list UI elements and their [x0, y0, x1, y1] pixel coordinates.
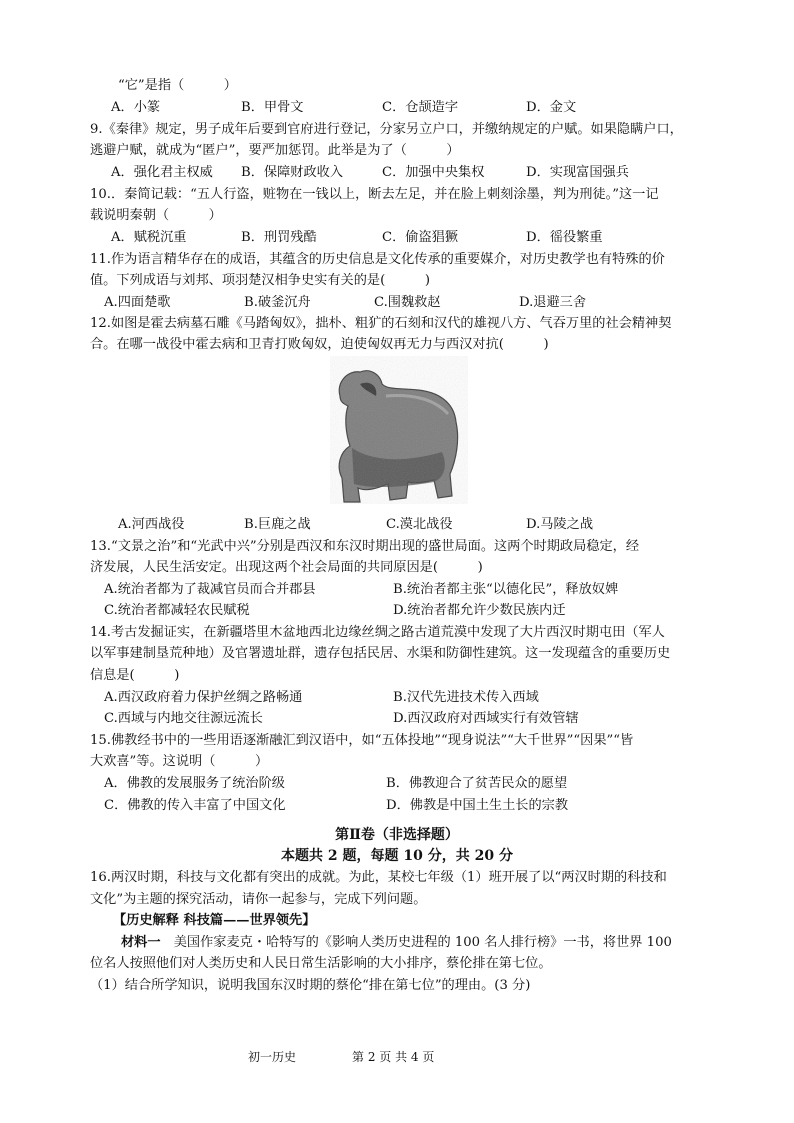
- q16-sub-question-1: （1）结合所学知识，说明我国东汉时期的蔡伦“排在第七位”的理由。(3 分): [90, 978, 531, 993]
- q15-option-b[interactable]: B．佛教迎合了贫苦民众的愿望: [386, 776, 568, 791]
- q8-stem-continuation: “它”是指（ ）: [118, 78, 237, 93]
- q11-option-a[interactable]: A.四面楚歌: [104, 295, 171, 310]
- q15-option-a[interactable]: A．佛教的发展服务了统治阶级: [104, 776, 285, 791]
- q11-stem-line-2: 值。下列成语与刘邦、项羽楚汉相争史实有关的是( ): [90, 273, 430, 288]
- q16-stem-line-1: 16.两汉时期，科技与文化都有突出的成就。为此，某校七年级（1）班开展了以“两汉时期的科技和: [90, 870, 667, 885]
- q12-options: [0, 515, 794, 534]
- q14-stem-line-2: 以军事建制垦荒种地）及官署遗址群，遗存包括民居、水渠和防御性建筑。这一发现蕴含的重要历史: [90, 646, 671, 661]
- horse-trampling-xiongnu-sculpture-image: [330, 356, 468, 504]
- q10-option-b[interactable]: B．刑罚残酷: [241, 230, 317, 245]
- q15-options-row-1: [0, 774, 794, 793]
- q11-options: [0, 293, 794, 312]
- material-label: 材料一: [121, 935, 161, 950]
- q11-option-c[interactable]: C.围魏救赵: [374, 295, 441, 310]
- q13-stem-line-2: 济发展，人民生活安定。出现这两个社会局面的共同原因是( ): [90, 560, 483, 575]
- q14-stem-line-3: 信息是( ): [90, 668, 180, 683]
- q9-options: [0, 163, 794, 182]
- q15-option-c[interactable]: C．佛教的传入丰富了中国文化: [104, 798, 286, 813]
- q14-stem-line-1: 14.考古发掘证实，在新疆塔里木盆地西北边缘丝绸之路古道荒漠中发现了大片西汉时期屯田（军人: [90, 625, 665, 640]
- part-2-title: 第Ⅱ卷（非选择题）: [335, 827, 459, 843]
- q10-options: [0, 228, 794, 247]
- q14-option-b[interactable]: B.汉代先进技术传入西域: [393, 690, 539, 705]
- q12-stem-line-2: 合。在哪一战役中霍去病和卫青打败匈奴，迫使匈奴再无力与西汉对抗( ): [90, 337, 549, 352]
- q10-stem-line-1: 10.．秦简记载：“五人行盗，赃物在一钱以上，断去左足，并在脸上刺刻涂墨，判为刑徒。”这一记: [90, 187, 659, 202]
- q9-stem-line-2: 逃避户赋，就成为“匿户”，要严加惩罚。此举是为了（ ）: [90, 143, 460, 158]
- q12-option-b[interactable]: B.巨鹿之战: [244, 517, 311, 532]
- q15-stem-line-2: 大欢喜”等。这说明（ ）: [90, 754, 269, 769]
- q9-option-a[interactable]: A．强化君主权威: [111, 165, 213, 180]
- q14-option-a[interactable]: A.西汉政府着力保护丝绸之路畅通: [104, 690, 303, 705]
- q10-option-a[interactable]: A．赋税沉重: [111, 230, 187, 245]
- q8-option-a[interactable]: A．小篆: [111, 100, 161, 115]
- q10-option-c[interactable]: C．偷盗猖獗: [382, 230, 459, 245]
- q13-options-row-2: [0, 601, 794, 620]
- footer-subject: 初一历史: [248, 1050, 297, 1064]
- q14-options-row-1: [0, 688, 794, 707]
- q9-option-c[interactable]: C．加强中央集权: [382, 165, 485, 180]
- q12-stem-line-1: 12.如图是霍去病墓石雕《马踏匈奴》，拙朴、粗犷的石刻和汉代的雄视八方、气吞万里的社会精神契: [90, 316, 672, 331]
- q8-option-d[interactable]: D．金文: [526, 100, 577, 115]
- q11-stem-line-1: 11.作为语言精华存在的成语，其蕴含的历史信息是文化传承的重要媒介，对历史教学也有特殊的价: [90, 252, 665, 267]
- q10-stem-line-2: 载说明秦朝（ ）: [90, 208, 222, 223]
- q13-option-d[interactable]: D.统治者都允许少数民族内迁: [393, 603, 566, 618]
- q13-option-c[interactable]: C.统治者都减轻农民赋税: [104, 603, 250, 618]
- q13-options-row-1: [0, 580, 794, 599]
- q10-option-d[interactable]: D．徭役繁重: [526, 230, 603, 245]
- q13-option-a[interactable]: A.统治者都为了裁减官员而合并郡县: [104, 582, 316, 597]
- q16-stem-line-2: 文化”为主题的探究活动，请你一起参与，完成下列问题。: [90, 892, 427, 907]
- q16-section-heading: 【历史解释 科技篇——世界领先】: [113, 913, 316, 928]
- q11-option-d[interactable]: D.退避三舍: [519, 295, 587, 310]
- q8-option-c[interactable]: C．仓颉造字: [382, 100, 459, 115]
- q9-stem-line-1: 9.《秦律》规定，男子成年后要到官府进行登记，分家另立户口，并缴纳规定的户赋。如果隐瞒户口，: [90, 122, 683, 137]
- q8-options: [0, 98, 794, 117]
- material-text: 美国作家麦克・哈特写的《影响人类历史进程的 100 名人排行榜》一书，将世界 100: [173, 935, 672, 950]
- q13-option-b[interactable]: B.统治者都主张“以德化民”，释放奴婢: [393, 582, 619, 597]
- q16-material-1-line-1: [121, 933, 672, 952]
- q8-option-b[interactable]: B．甲骨文: [241, 100, 304, 115]
- q15-options-row-2: [0, 796, 794, 815]
- part-2-subtitle: 本题共 2 题，每题 10 分，共 20 分: [281, 848, 513, 864]
- footer-page-number: 第 2 页 共 4 页: [352, 1050, 435, 1064]
- q13-stem-line-1: 13.“文景之治”和“光武中兴”分别是西汉和东汉时期出现的盛世局面。这两个时期政局稳定，经: [90, 539, 640, 554]
- q15-stem-line-1: 15.佛教经书中的一些用语逐渐融汇到汉语中，如“五体投地”“现身说法”“大千世界”“因果”“皆: [90, 733, 634, 748]
- q11-option-b[interactable]: B.破釜沉舟: [244, 295, 311, 310]
- q12-option-a[interactable]: A.河西战役: [118, 517, 185, 532]
- q9-option-d[interactable]: D．实现富国强兵: [526, 165, 629, 180]
- q14-options-row-2: [0, 709, 794, 728]
- q14-option-d[interactable]: D.西汉政府对西域实行有效管辖: [393, 711, 579, 726]
- q15-option-d[interactable]: D．佛教是中国土生土长的宗教: [386, 798, 569, 813]
- q12-option-c[interactable]: C.漠北战役: [386, 517, 453, 532]
- q14-option-c[interactable]: C.西域与内地交往源远流长: [104, 711, 263, 726]
- q9-option-b[interactable]: B．保障财政收入: [241, 165, 344, 180]
- q12-option-d[interactable]: D.马陵之战: [526, 517, 594, 532]
- q16-material-1-line-2: 位名人按照他们对人类历史和人民日常生活影响的大小排序，蔡伦排在第七位。: [90, 956, 552, 971]
